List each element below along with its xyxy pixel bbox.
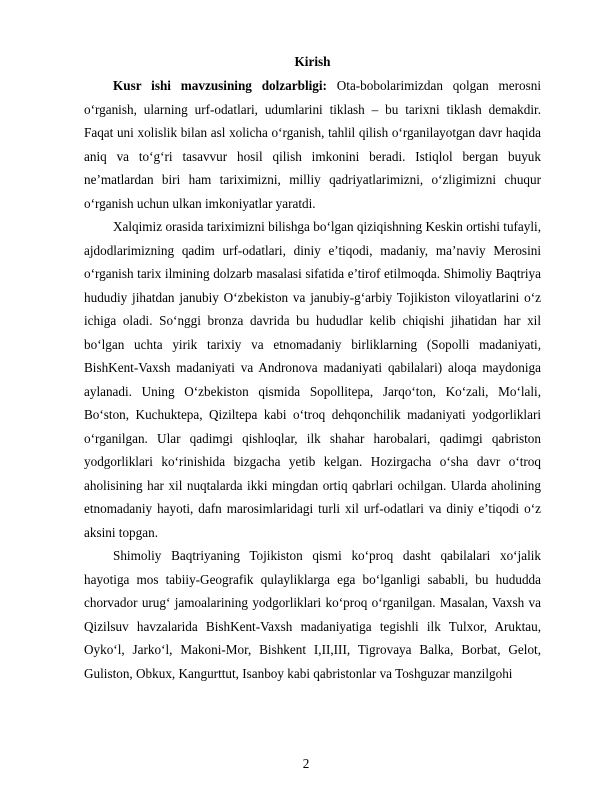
paragraph-text: Xalqimiz orasida tariximizni bilishga bo‘lgan qiziqishning Keskin ortishi tufayli, ajdodlarimizning qadim urf-odatlari, diniy e’tiqodi, madaniy, ma’naviy Merosini o‘rganish tarix ilmining dolzarb masalasi sifatida e’tirof etilmoqda. Shimoliy Baqtriya hududiy jihatdan janubiy O‘zbekiston va janubiy-g‘arbiy Tojikiston viloyatlarini o‘z ichiga oladi. So‘nggi bronza davrida bu hududlar kelib chiqishi jihatidan har xil bo‘lgan uchta yirik tarixiy va etnomadaniy birliklarning (Sopolli madaniyati, BishKent-Vaxsh madaniyati va Andronova madaniyati qabilalari) aloqa maydoniga aylanadi. Uning O‘zbekiston qismida Sopollitepa, Jarqo‘ton, Ko‘zali, Mo‘lali, Bo‘ston, Kuchuktepa, Qiziltepa kabi o‘troq dehqonchilik madaniyati yodgorliklari o‘rganilgan. Ular qadimgi qishloqlar, ilk shahar harobalari, qadimgi qabriston yodgorliklari ko‘rinishida bizgacha yetib kelgan. Hozirgacha o‘sha davr o‘troq aholisining har xil nuqtalarda ikki mingdan ortiq qabrlari ochilgan. Ularda aholining etnomadaniy hayoti, dafn marosimlaridagi turli xil urf-odatlari va diniy e’tiqodi o‘z aksini topgan.	[84, 219, 541, 540]
paragraph-text: Shimoliy Baqtriyaning Tojikiston qismi ko‘proq dasht qabilalari xo‘jalik hayotiga mos tabiiy-Geografik qulayliklarga ega bo‘lganligi sababli, bu hududda chorvador urug‘ jamoalarining yodgorliklari ko‘proq o‘rganilgan. Masalan, Vaxsh va Qizilsuv havzalarida BishKent-Vaxsh madaniyatiga tegishli ilk Tulxor, Aruktau, Oyko‘l, Jarko‘l, Makoni-Mor, Bishkent I,II,III, Tigrovaya Balka, Borbat, Gelot, Guliston, Obkux, Kangurttut, Isanboy kabi qabristonlar va Toshguzar manzilgohi	[84, 548, 541, 681]
paragraph-text: Ota-bobolarimizdan qolgan merosni o‘rganish, ularning urf-odatlari, udumlarini tiklash – bu tarixni tiklash demakdir. Faqat uni xolislik bilan asl xolicha o‘rganish, tahlil qilish o‘rganilayotgan davr haqida aniq va to‘g‘ri tasavvur hosil qilish imkonini beradi. Istiqlol bergan buyuk ne’matlardan biri ham tariximizni, milliy qadriyatlarimizni, o‘zligimizni chuqur o‘rganish uchun ulkan imkoniyatlar yaratdi.	[84, 78, 541, 211]
paragraph-lead: Kusr ishi mavzusining dolzarbligi:	[113, 78, 327, 93]
page-number: 2	[302, 756, 310, 771]
page-title: Kirish	[294, 54, 331, 69]
paragraph-history	[84, 215, 541, 544]
paragraph-relevance	[84, 74, 541, 215]
document-page	[84, 50, 541, 685]
paragraph-north-bactria	[84, 544, 541, 685]
